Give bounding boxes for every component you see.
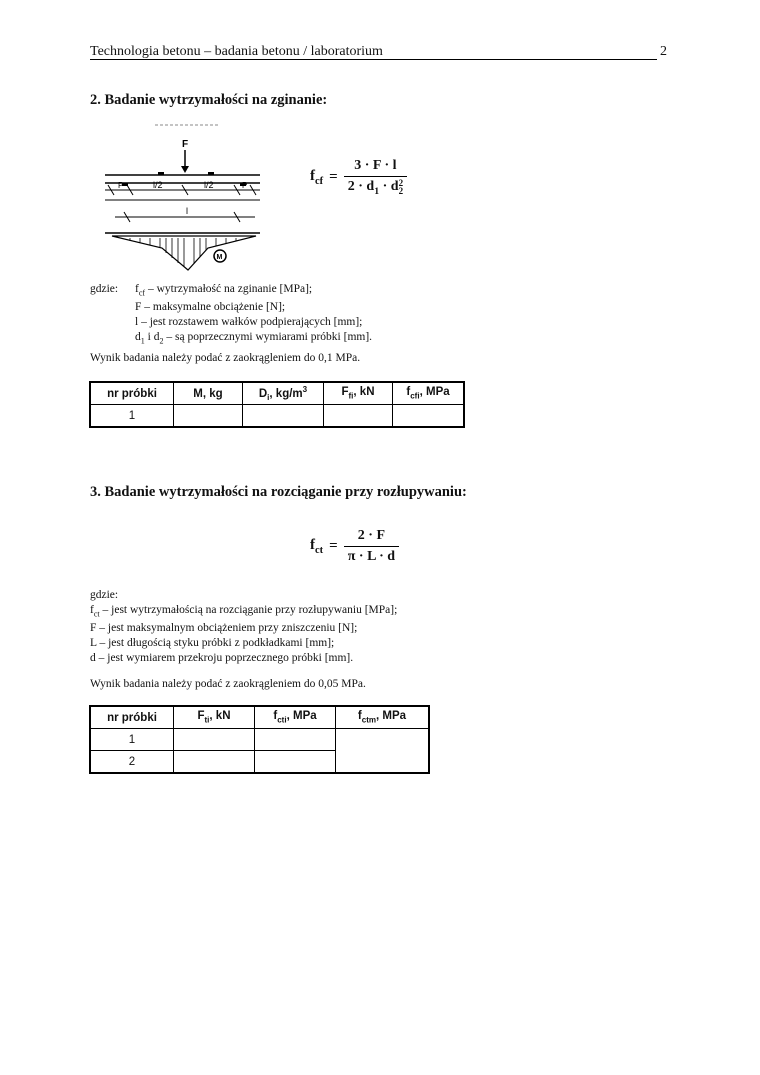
table-splitting: [89, 705, 430, 774]
col-fcti: $f_{cti}$, MPa: [255, 706, 336, 729]
section-3-heading: 3. Badanie wytrzymałości na rozciąganie przy rozłupywaniu:: [90, 484, 467, 500]
cell-force[interactable]: [174, 729, 255, 751]
result-note-3: Wynik badania należy podać z zaokrągleniem do 0,05 MPa.: [90, 678, 366, 690]
cell-fcti[interactable]: [255, 751, 336, 774]
moment-label: M: [216, 254, 223, 261]
col-fcfi: $f_{cfi}$, MPa: [393, 382, 465, 405]
cell-force[interactable]: [174, 751, 255, 774]
def-F: F – jest maksymalnym obciążeniem przy zniszczeniu [N];: [90, 622, 358, 635]
half-span-left-label: l/2: [153, 180, 163, 190]
cell-sample: 1: [90, 729, 174, 751]
table-header-row: [90, 706, 429, 729]
header-rule: [90, 59, 657, 60]
col-fctm: $f_{ctm}$, MPa: [336, 706, 430, 729]
section-2-heading: 2. Badanie wytrzymałości na zginanie:: [90, 92, 328, 108]
col-sample-number: nr próbki: [90, 382, 174, 405]
formula-lhs: $f_{cf}$: [310, 168, 324, 187]
where-label-2: gdzie:: [90, 283, 119, 295]
def-fcf: $f_{cf}$ – wytrzymałość na zginanie [MPa];: [135, 283, 313, 298]
page-number: 2: [660, 44, 667, 59]
formula-numerator: 3 · F · l: [344, 158, 407, 177]
cell-force[interactable]: [324, 405, 393, 428]
formula-equals: =: [329, 169, 338, 185]
cell-sample: 1: [90, 405, 174, 428]
running-header-title: Technologia betonu – badania betonu / laboratorium: [90, 44, 383, 59]
where-label-3: gdzie:: [90, 589, 119, 601]
formula-numerator: 2 · F: [344, 528, 399, 547]
def-d1-d2: $d_1$ i $d_2$ – są poprzecznymi wymiarami próbki [mm].: [135, 331, 373, 346]
formula-denominator: π · L · d: [347, 549, 396, 564]
cell-fctm[interactable]: [336, 729, 430, 774]
table-bending: [89, 381, 465, 428]
col-sample-number: nr próbki: [90, 706, 174, 729]
cell-sample: 2: [90, 751, 174, 774]
def-F: F – maksymalne obciążenie [N];: [135, 301, 286, 314]
cell-fcti[interactable]: [255, 729, 336, 751]
def-L: L – jest długością styku próbki z podkładkami [mm];: [90, 637, 335, 650]
formula-fraction: [344, 528, 399, 565]
span-label: l: [186, 206, 188, 216]
def-fct: $f_{ct}$ – jest wytrzymałością na rozciąganie przy rozłupywaniu [MPa];: [90, 604, 398, 619]
definitions-list-2: [135, 282, 555, 349]
col-mass: M, kg: [174, 382, 243, 405]
cell-density[interactable]: [243, 405, 324, 428]
definitions-list-3: [90, 588, 540, 666]
cell-fcfi[interactable]: [393, 405, 465, 428]
col-force: $F_{ti}$, kN: [174, 706, 255, 729]
col-density: $D_i$, $kg/m^3$: [243, 382, 324, 405]
formula-lhs: $f_{ct}$: [310, 537, 324, 556]
table-header-row: [90, 382, 464, 405]
force-label: F: [182, 139, 189, 150]
result-note-2: Wynik badania należy podać z zaokrągleniem do 0,1 MPa.: [90, 352, 361, 364]
beam-bending-diagram: [100, 120, 270, 275]
support-right-label: P: [242, 181, 248, 190]
def-d: d – jest wymiarem przekroju poprzecznego próbki [mm].: [90, 652, 354, 665]
col-force: $F_{fi}$, kN: [324, 382, 393, 405]
table-row: [90, 405, 464, 428]
def-l: l – jest rozstawem wałków podpierających [mm];: [135, 316, 363, 329]
formula-denominator: $2 \cdot d_1 \cdot d$ 2 2: [347, 178, 404, 198]
formula-splitting: [310, 528, 399, 565]
formula-bending: [310, 158, 407, 197]
cell-mass[interactable]: [174, 405, 243, 428]
table-row: [90, 729, 429, 751]
half-span-right-label: l/2: [204, 180, 214, 190]
support-left-label: P: [118, 181, 124, 190]
formula-fraction: [344, 158, 407, 197]
formula-equals: =: [329, 538, 338, 554]
